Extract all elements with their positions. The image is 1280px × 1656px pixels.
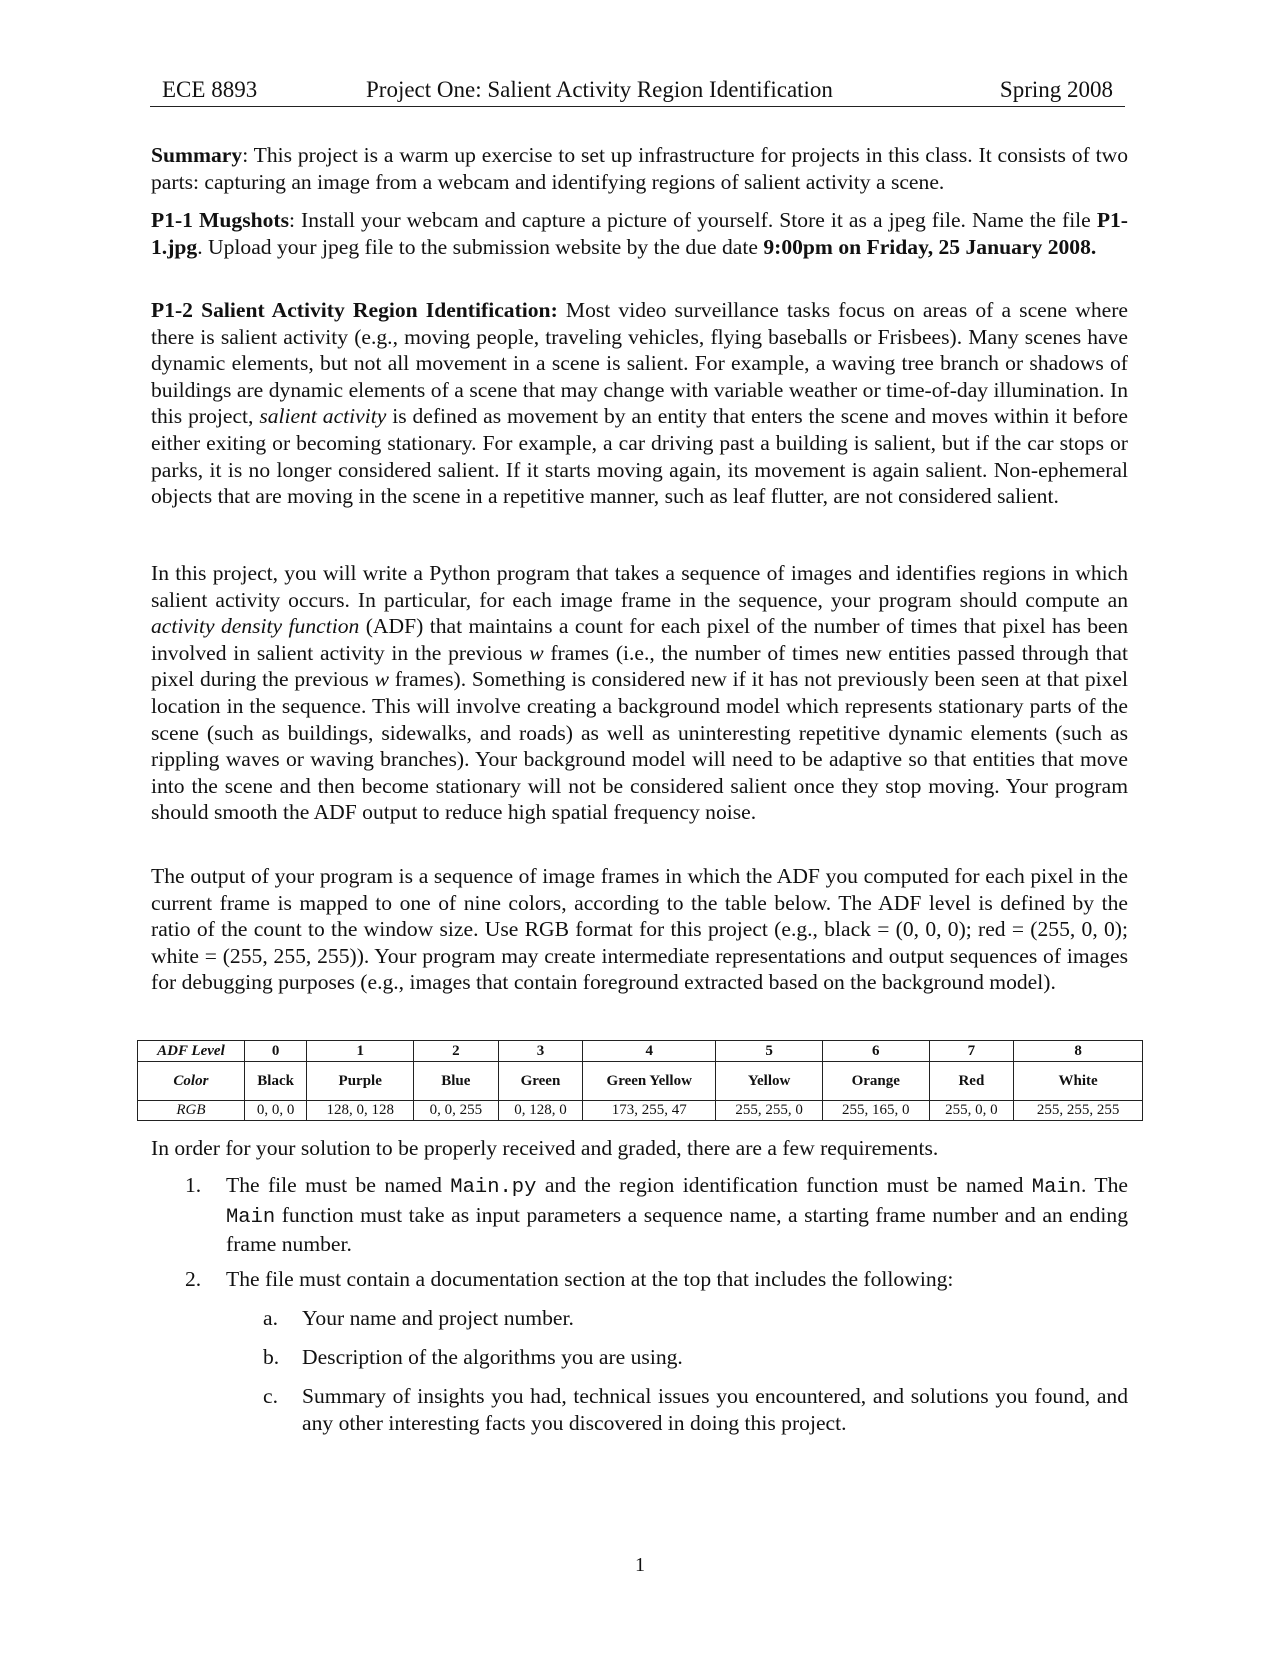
adf-term: activity density function: [151, 614, 360, 639]
color-cell: Red: [929, 1062, 1014, 1101]
level-cell: 2: [414, 1041, 499, 1062]
list-number-1: 1.: [185, 1173, 202, 1197]
rgb-cell: 173, 255, 47: [583, 1101, 716, 1121]
rgb-cell: 0, 128, 0: [498, 1101, 583, 1121]
row-label-adf-level: ADF Level: [138, 1041, 245, 1062]
color-cell: Black: [244, 1062, 307, 1101]
level-cell: 4: [583, 1041, 716, 1062]
color-cell: Yellow: [716, 1062, 823, 1101]
rgb-cell: 0, 0, 0: [244, 1101, 307, 1121]
req1-text-a: The file must be named: [226, 1173, 451, 1197]
page-header: [150, 76, 1125, 107]
sub-item-c: Summary of insights you had, technical issues you encountered, and solutions you found, and any other interesting facts you discovered in doing this project.: [302, 1384, 1128, 1435]
color-cell: Blue: [414, 1062, 499, 1101]
requirement-item-1: [226, 1172, 1128, 1258]
summary-label: Summary: [151, 143, 243, 167]
project-title: Project One: Salient Activity Region Identification: [366, 77, 833, 102]
rgb-cell: 255, 165, 0: [822, 1101, 929, 1121]
requirements-intro: In order for your solution to be properly received and graded, there are a few requirements.: [151, 1136, 939, 1160]
req1-text-d: function must take as input parameters a sequence name, a starting frame number and an ending frame number.: [226, 1202, 1128, 1257]
level-cell: 6: [822, 1041, 929, 1062]
table-row-levels: [138, 1041, 1143, 1062]
p1-1-text-2: . Upload your jpeg file to the submission website by the due date: [197, 234, 764, 259]
color-cell: White: [1014, 1062, 1143, 1101]
sub-item-b: Description of the algorithms you are using.: [302, 1345, 683, 1369]
p1-2-label: P1-2 Salient Activity Region Identification:: [151, 298, 558, 322]
rgb-cell: 0, 0, 255: [414, 1101, 499, 1121]
course-code: ECE 8893: [162, 77, 258, 102]
level-cell: 0: [244, 1041, 307, 1062]
adf-text-c: frames (i.e., the number of times new entities passed through that pixel during the previous: [151, 640, 1128, 692]
level-cell: 3: [498, 1041, 583, 1062]
code-main-py: Main.py: [450, 1176, 537, 1199]
color-cell: Purple: [307, 1062, 414, 1101]
adf-color-table: [137, 1040, 1143, 1121]
list-number-2: 2.: [185, 1267, 202, 1291]
code-main-2: Main: [226, 1205, 276, 1229]
rgb-cell: 128, 0, 128: [307, 1101, 414, 1121]
color-cell: Green: [498, 1062, 583, 1101]
term: Spring 2008: [999, 77, 1113, 102]
level-cell: 5: [716, 1041, 823, 1062]
salient-activity-term: salient activity: [259, 404, 387, 429]
p1-1-filename: P1-1.jpg: [151, 208, 1128, 259]
p1-2-paragraph: [151, 297, 1128, 510]
req1-text-b: and the region identification function must be named: [536, 1173, 1032, 1197]
rgb-cell: 255, 0, 0: [929, 1101, 1014, 1121]
color-cell: Green Yellow: [583, 1062, 716, 1101]
summary-text: : This project is a warm up exercise to set up infrastructure for projects in this class. It consists of two parts: capturing an image from a webcam and identifying regions of salient activity a scene.: [151, 143, 1128, 194]
sub-letter-b: b.: [263, 1345, 280, 1369]
output-paragraph: [151, 863, 1128, 996]
adf-text-d: frames). Something is considered new if it has not previously been seen at that pixel location in the sequence. This will involve creating a background model which represents stationary parts of the scene (such as buildings, sidewalks, and roads) as well as uninteresting repetitive dynamic elements (such as rippling waves or waving branches). Your background model will need to be adaptive so that entities that move into the scene and then become stationary will not be considered salient once they stop moving. Your program should smooth the ADF output to reduce high spatial frequency noise.: [151, 667, 1128, 825]
row-label-rgb: RGB: [138, 1101, 245, 1121]
summary-paragraph: [151, 142, 1128, 195]
sub-item-a: Your name and project number.: [302, 1306, 574, 1330]
p1-1-due-date: 9:00pm on Friday, 25 January 2008.: [763, 234, 1097, 259]
page-number: 1: [635, 1554, 645, 1576]
window-var: w: [529, 640, 544, 665]
level-cell: 8: [1014, 1041, 1143, 1062]
p1-1-label: P1-1 Mugshots: [151, 208, 290, 232]
table-row-colors: [138, 1062, 1143, 1101]
level-cell: 1: [307, 1041, 414, 1062]
window-var-2: w: [374, 667, 389, 692]
level-cell: 7: [929, 1041, 1014, 1062]
row-label-color: Color: [138, 1062, 245, 1101]
p1-2-text-2: is defined as movement by an entity that enters the scene and moves within it before either exiting or becoming stationary. For example, a car driving past a building is salient, but if the car stops or parks, it is no longer considered salient. If it starts moving again, its movement is again salient. Non-ephemeral objects that are moving in the scene in a repetitive manner, such as leaf flutter, are not considered salient.: [151, 404, 1128, 509]
adf-text-a: In this project, you will write a Python program that takes a sequence of images and identifies regions in which salient activity occurs. In particular, for each image frame in the sequence, your program should compute an: [151, 561, 1128, 612]
table-row-rgb: [138, 1101, 1143, 1121]
sub-letter-c: c.: [263, 1384, 278, 1408]
adf-paragraph: [151, 560, 1128, 826]
req1-text-c: . The: [1081, 1173, 1128, 1197]
rgb-cell: 255, 255, 255: [1014, 1101, 1143, 1121]
code-main: Main: [1031, 1176, 1082, 1199]
adf-text-b: (ADF) that maintains a count for each pixel of the number of times that pixel has been involved in salient activity in the previous: [151, 614, 1128, 665]
sub-letter-a: a.: [263, 1306, 278, 1330]
requirement-item-2: The file must contain a documentation section at the top that includes the following:: [226, 1267, 954, 1291]
rgb-cell: 255, 255, 0: [716, 1101, 823, 1121]
output-text: The output of your program is a sequence of image frames in which the ADF you computed for each pixel in the current frame is mapped to one of nine colors, according to the table below. The ADF level is defined by the ratio of the count to the window size. Use RGB format for this project (e.g., black = (0, 0, 0); red = (255, 0, 0); white = (255, 255, 255)). Your program may create intermediate representations and output sequences of images for debugging purposes (e.g., images that contain foreground extracted based on the background model).: [151, 864, 1128, 995]
p1-2-text: Most video surveillance tasks focus on areas of a scene where there is salient activity (e.g., moving people, traveling vehicles, flying baseballs or Frisbees). Many scenes have dynamic elements, but not all movement in a scene is salient. For example, a waving tree branch or shadows of buildings are dynamic elements of a scene that may change with variable weather or time-of-day illumination. In this project,: [151, 298, 1128, 429]
color-cell: Orange: [822, 1062, 929, 1101]
p1-1-text: : Install your webcam and capture a picture of yourself. Store it as a jpeg file. Name the file: [289, 208, 1097, 232]
p1-1-paragraph: [151, 207, 1128, 260]
